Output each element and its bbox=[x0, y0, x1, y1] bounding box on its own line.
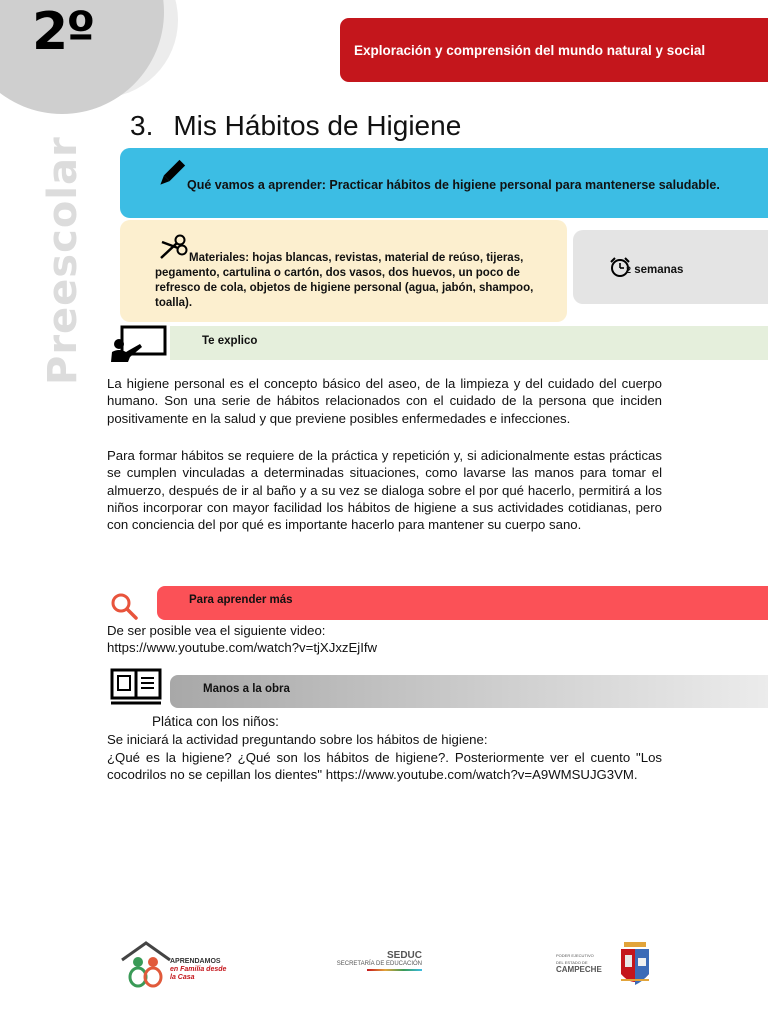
explain-section-bar bbox=[170, 326, 768, 360]
hands-on-subtitle: Plática con los niños: bbox=[152, 714, 279, 729]
subject-banner: Exploración y comprensión del mundo natural y social bbox=[340, 18, 768, 82]
aprendamos-line-1: APRENDAMOS bbox=[170, 958, 221, 965]
campeche-line-3: CAMPECHE bbox=[556, 965, 602, 974]
aprendamos-line-3: la Casa bbox=[170, 974, 195, 981]
learn-more-intro: De ser posible vea el siguiente video: bbox=[107, 623, 326, 638]
grade-badge-circles bbox=[0, 0, 200, 120]
duration-text bbox=[626, 264, 683, 276]
seduc-color-line bbox=[367, 969, 422, 971]
aprendamos-line-2: en Familia desde bbox=[170, 966, 227, 973]
seduc-subtitle: SECRETARÍA DE EDUCACIÓN bbox=[336, 961, 422, 967]
learn-more-video-link[interactable]: https://www.youtube.com/watch?v=tjXJxzEjIfw bbox=[107, 640, 378, 655]
teacher-board-icon bbox=[110, 324, 168, 364]
campeche-line-2: DEL ESTADO DE bbox=[556, 960, 588, 965]
search-icon bbox=[110, 592, 138, 620]
aprendamos-logo bbox=[120, 940, 250, 990]
seduc-title: SEDUC bbox=[386, 950, 422, 961]
lesson-title-text: Mis Hábitos de Higiene bbox=[173, 110, 462, 141]
hands-on-section-label: Manos a la obra bbox=[203, 683, 290, 695]
materials-text: Materiales: hojas blancas, revistas, material de reúso, tijeras, pegamento, cartulina o cartón, dos vasos, dos huevos, un poco de refresco de cola, objetos de higiene personal (agua, jabón, shampoo, toalla). bbox=[155, 252, 534, 309]
campeche-logo bbox=[556, 940, 656, 992]
campeche-line-1: PODER EJECUTIVO bbox=[556, 953, 594, 958]
grade-label: 2º bbox=[32, 2, 94, 62]
hands-on-line-1: Se iniciará la actividad preguntando sobre los hábitos de higiene: bbox=[107, 732, 488, 747]
explain-section-label: Te explico bbox=[202, 335, 258, 347]
explain-paragraph-1: La higiene personal es el concepto básico del aseo, de la limpieza y del cuidado del cuerpo humano. Son una serie de hábitos relacionados con el cuidado de la persona que inciden positivamente en la salud y que previene posibles enfermedades e infecciones. bbox=[107, 376, 662, 426]
explain-paragraph-2: Para formar hábitos se requiere de la práctica y repetición y, si adicionalmente estas prácticas se cumplen vinculadas a determinadas situaciones, como lavarse las manos para tomar el almuerzo, después de ir al baño y a su vez se dialoga sobre el por qué hacerlo, permitirá a los niños incorporar con mayor facilidad los hábitos de higiene a sus actividades cotidianas, pero con conciencia del por qué es importante hacerlo para mantener su cuerpo sano. bbox=[107, 448, 662, 533]
hands-on-line-2: ¿Qué es la higiene? ¿Qué son los hábitos de higiene?. Posteriormente ver el cuento "Los cocodrilos no se cepillan los dientes" https://www.youtube.com/watch?v=A9WMSUJG3VM. bbox=[107, 750, 662, 783]
learn-goal-text: Qué vamos a aprender: Practicar hábitos de higiene personal para mantenerse saludable. bbox=[187, 178, 720, 192]
campeche-coat-of-arms-icon bbox=[618, 940, 652, 992]
duration-unit: semanas bbox=[634, 264, 684, 276]
lesson-title bbox=[130, 110, 461, 142]
house-family-icon bbox=[120, 940, 172, 988]
lesson-number: 3. bbox=[130, 110, 154, 141]
level-vertical-label: Preescolar bbox=[40, 136, 86, 385]
open-book-icon bbox=[110, 668, 162, 706]
learn-more-section-label: Para aprender más bbox=[189, 594, 293, 606]
seduc-logo bbox=[332, 950, 432, 980]
duration-number: 2 bbox=[626, 265, 632, 275]
